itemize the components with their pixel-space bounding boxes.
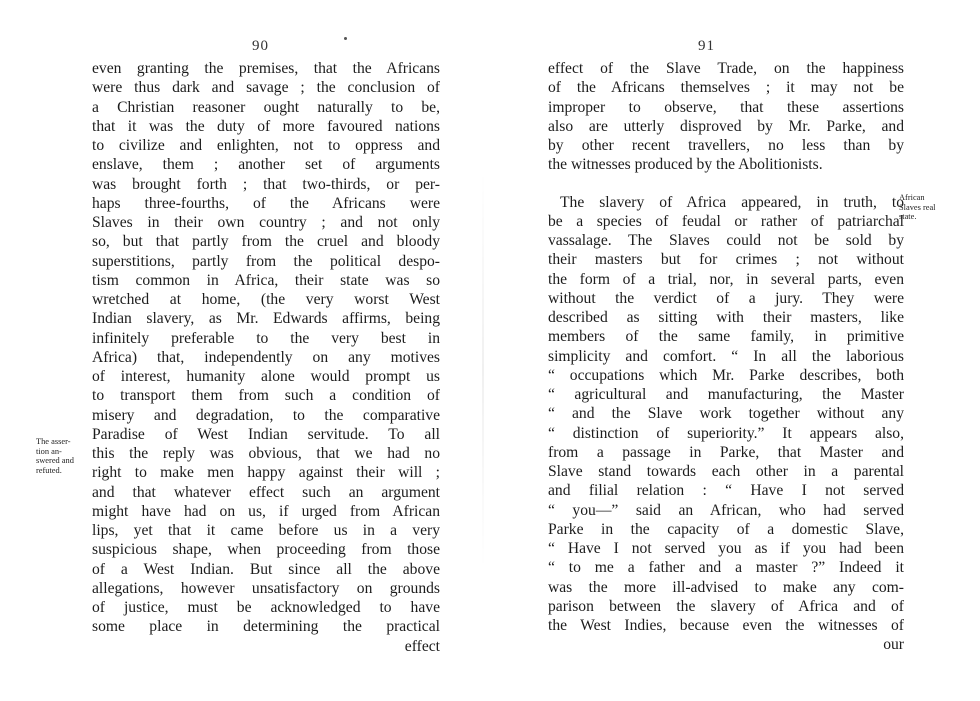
text-line: improper to observe, that these assertions xyxy=(548,98,904,116)
text-line: enslave, them ; another set of arguments xyxy=(92,156,440,174)
text-line: misery and degradation, to the comparative xyxy=(92,406,440,424)
text-line: “ you—” said an African, who had served xyxy=(548,501,904,519)
catchword-right: our xyxy=(883,636,904,654)
marginal-note-left xyxy=(36,437,92,475)
marginal-note-line: refuted. xyxy=(36,465,62,475)
text-line: “ distinction of superiority.” It appears also, xyxy=(548,424,904,442)
marginal-note-right xyxy=(899,193,955,222)
text-line: suspicious shape, when proceeding from those xyxy=(92,541,440,559)
text-line: “ to me a father and a master ?” Indeed it xyxy=(548,559,904,577)
ink-speck xyxy=(344,37,347,40)
catchword-left: effect xyxy=(404,637,440,655)
text-line: members of the same family, in primitive xyxy=(548,328,904,346)
marginal-note-line: state. xyxy=(899,212,917,222)
text-line: vassalage. The Slaves could not be sold by xyxy=(548,232,904,249)
left-page-text xyxy=(92,59,440,656)
text-line: effect of the Slave Trade, on the happiness xyxy=(548,60,904,77)
text-line: of interest, humanity alone would prompt us xyxy=(92,368,440,385)
right-page-text xyxy=(548,59,904,655)
page-number-right: 91 xyxy=(698,38,715,54)
text-line: Slave stand towards each other in a parental xyxy=(548,463,904,480)
text-line: “ and the Slave work together without any xyxy=(548,405,904,423)
text-line: “ occupations which Mr. Parke describes, both xyxy=(548,366,904,384)
text-line: allegations, however unsatisfactory on grounds xyxy=(92,579,440,597)
text-line: and filial relation : “ Have I not served xyxy=(548,482,904,500)
gutter-shadow xyxy=(482,170,484,570)
text-line: simplicity and comfort. “ In all the laborious xyxy=(548,347,904,365)
text-line: and that whatever effect such an argument xyxy=(92,483,440,501)
text-line: of justice, must be acknowledged to have xyxy=(92,599,440,616)
marginal-note-line: tion an- xyxy=(36,446,62,456)
text-line: superstitions, partly from the political despo- xyxy=(92,252,440,270)
text-line: described as sitting with their masters, like xyxy=(548,309,904,326)
text-line: parison between the slavery of Africa and of xyxy=(548,597,904,615)
text-line: of a West Indian. But since all the above xyxy=(92,560,440,578)
text-line: was brought forth ; that two-thirds, or per- xyxy=(92,175,440,193)
text-line: right to make men happy against their will ; xyxy=(92,464,440,482)
marginal-note-line: African xyxy=(899,193,925,202)
text-line: some place in determining the practical xyxy=(92,618,440,636)
text-line: tism common in Africa, their state was so xyxy=(92,271,440,289)
text-line: Parke in the capacity of a domestic Slave, xyxy=(548,520,904,538)
text-line: also are utterly disproved by Mr. Parke, and xyxy=(548,117,904,135)
text-line: “ Have I not served you as if you had been xyxy=(548,540,904,557)
text-line: even granting the premises, that the Africans xyxy=(92,60,440,77)
text-line: by other recent travellers, no less than by xyxy=(548,137,904,154)
text-line: Slaves in their own country ; and not only xyxy=(92,214,440,231)
text-line: that it was the duty of more favoured nations xyxy=(92,117,440,135)
text-line: haps three-fourths, of the Africans were xyxy=(92,194,440,212)
text-line: was the more ill-advised to make any com- xyxy=(548,578,904,596)
text-line: the West Indies, because even the witnesses of xyxy=(548,617,904,634)
text-line: might have had on us, if urged from African xyxy=(92,502,440,520)
text-line: be a species of feudal or rather of patriarchal xyxy=(548,212,904,230)
marginal-note-line: Slaves real xyxy=(899,202,936,212)
text-line: the form of a trial, nor, in several parts, even xyxy=(548,270,904,288)
marginal-note-line: The asser- xyxy=(36,437,71,446)
text-line: Paradise of West Indian servitude. To all xyxy=(92,425,440,443)
text-line: of the Africans themselves ; it may not be xyxy=(548,79,904,97)
text-line: Africa) that, independently on any motives xyxy=(92,348,440,366)
text-line: lips, yet that it came before us in a very xyxy=(92,522,440,539)
text-line: infinitely preferable to the very best in xyxy=(92,329,440,347)
text-line: The slavery of Africa appeared, in truth, to xyxy=(560,193,904,211)
text-line: “ agricultural and manufacturing, the Master xyxy=(548,386,904,403)
marginal-note-line: swered and xyxy=(36,456,74,466)
text-line: without the verdict of a jury. They were xyxy=(548,289,904,307)
text-line: the witnesses produced by the Abolitionists. xyxy=(548,156,823,174)
text-line: their masters but for crimes ; not without xyxy=(548,251,904,269)
text-line: from a passage in Parke, that Master and xyxy=(548,443,904,461)
text-line: so, but that partly from the cruel and bloody xyxy=(92,233,440,251)
page-number-left: 90 xyxy=(252,38,269,54)
text-line: to civilize and enlighten, not to oppress and xyxy=(92,137,440,154)
text-line: to transport them from such a condition of xyxy=(92,387,440,405)
text-line: wretched at home, (the very worst West xyxy=(92,291,440,308)
text-line: a Christian reasoner ought naturally to be, xyxy=(92,98,440,116)
text-line: Indian slavery, as Mr. Edwards affirms, being xyxy=(92,310,440,328)
text-line: this the reply was obvious, that we had no xyxy=(92,445,440,462)
text-line: were thus dark and savage ; the conclusion of xyxy=(92,79,440,97)
